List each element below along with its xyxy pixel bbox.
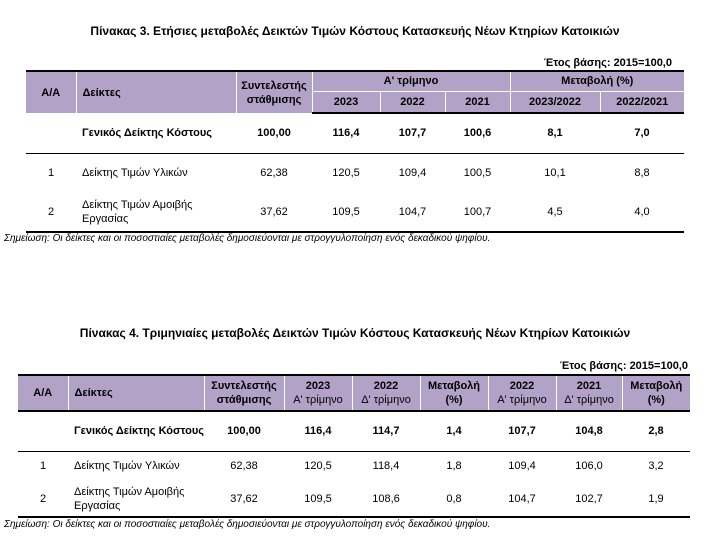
row-value-2022-q1: 109,4	[508, 460, 536, 473]
row-value-2022-q4: 108,6	[352, 481, 420, 517]
table4-header-change-2: Μεταβολή (%)	[622, 375, 690, 411]
table3-header-change-group: Μεταβολή (%)	[510, 71, 684, 91]
row-aa	[18, 411, 68, 451]
row-change-2: 2,8	[622, 411, 690, 451]
table4-header-2023-q1	[284, 375, 352, 411]
table-row	[26, 153, 684, 192]
row-change-2023-2022: 10,1	[544, 166, 566, 179]
table4-title: Πίνακας 4. Τριμηνιαίες μεταβολές Δεικτών Τιμών Κόστους Κατασκευής Νέων Κτηρίων Κατοικιών	[79, 326, 631, 340]
row-value-2023: 116,4	[312, 113, 380, 153]
row-value-2022: 104,7	[380, 192, 445, 232]
table-row	[18, 451, 690, 481]
row-aa: 1	[39, 460, 47, 473]
table4-header-2022-quarter: Δ' τρίμηνο	[361, 394, 411, 406]
row-weight: 37,62	[204, 481, 284, 517]
row-value-2022-q1: 107,7	[488, 411, 556, 451]
row-value-2021: 100,7	[445, 192, 510, 232]
row-change-2023-2022: 8,1	[510, 113, 600, 153]
row-value-2021-q4: 102,7	[556, 481, 622, 517]
row-index-name: Δείκτης Τιμών Αμοιβής Εργασίας	[68, 481, 204, 517]
table4-header-2022-q1	[488, 375, 556, 411]
table4-header-2021-year: 2021	[576, 380, 602, 392]
table3-header-change-2022-2021: 2022/2021	[600, 91, 684, 113]
row-value-2022-q1: 104,7	[488, 481, 556, 517]
row-value-2022-q4: 118,4	[372, 460, 400, 473]
table4-header-2021-q4	[556, 375, 622, 411]
table4-header-change-1: Μεταβολή (%)	[420, 375, 488, 411]
row-value-2023-q1: 109,5	[284, 481, 352, 517]
table-row	[26, 113, 684, 153]
table3-note: Σημείωση: Οι δείκτες και οι ποσοστιαίες μεταβολές δημοσιεύονται με στρογγυλοποίηση ενός δεκαδικού ψηφίου.	[4, 233, 491, 244]
row-weight: 62,38	[260, 166, 288, 179]
table3-title: Πίνακας 3. Ετήσιες μεταβολές Δεικτών Τιμών Κόστους Κατασκευής Νέων Κτηρίων Κατοικιών	[90, 24, 620, 38]
table3-header-2021: 2021	[445, 91, 510, 113]
table4-header-2022b-quarter: Α' τρίμηνο	[497, 394, 547, 406]
table-row	[26, 192, 684, 232]
row-aa: 1	[47, 166, 55, 179]
table3-header-weight: Συντελεστής στάθμισης	[236, 71, 312, 113]
row-value-2022: 109,4	[398, 166, 427, 179]
row-value-2022: 107,7	[380, 113, 445, 153]
row-value-2021-q4: 104,8	[556, 411, 622, 451]
row-aa: 2	[18, 481, 68, 517]
table-row	[18, 411, 690, 451]
row-index-name: Δείκτης Τιμών Υλικών	[82, 166, 188, 179]
table4-base-year: Έτος βάσης: 2015=100,0	[559, 360, 688, 372]
row-value-2023-q1: 116,4	[284, 411, 352, 451]
row-weight: 62,38	[230, 460, 258, 473]
row-value-2023-q1: 120,5	[304, 460, 332, 473]
table3	[26, 70, 684, 233]
table4-note: Σημείωση: Οι δείκτες και οι ποσοστιαίες μεταβολές δημοσιεύονται με στρογγυλοποίηση ενός δεκαδικού ψηφίου.	[4, 519, 491, 530]
row-aa: 2	[26, 192, 76, 232]
table4-header-2023-year: 2023	[305, 380, 331, 392]
row-change-2022-2021: 8,8	[634, 166, 650, 179]
row-index-name: Γενικός Δείκτης Κόστους	[68, 411, 204, 451]
table3-header-2023: 2023	[312, 91, 380, 113]
row-change-2022-2021: 4,0	[600, 192, 684, 232]
table4-header-2023-quarter: Α' τρίμηνο	[293, 394, 343, 406]
table3-header-index: Δείκτες	[76, 71, 236, 113]
table3-header-aa: Α/Α	[26, 71, 76, 113]
table4	[18, 374, 690, 518]
table4-header-weight: Συντελεστής στάθμισης	[204, 375, 284, 411]
row-aa	[26, 113, 76, 153]
row-change-2023-2022: 4,5	[510, 192, 600, 232]
row-value-2022-q4: 114,7	[352, 411, 420, 451]
table4-header-index: Δείκτες	[68, 375, 204, 411]
row-change-1: 1,4	[420, 411, 488, 451]
table3-base-year: Έτος βάσης: 2015=100,0	[543, 57, 672, 69]
row-value-2021-q4: 106,0	[575, 460, 603, 473]
row-change-2: 3,2	[648, 460, 664, 473]
table4-header-2021-quarter: Δ' τρίμηνο	[564, 394, 614, 406]
table4-header-2022-q4	[352, 375, 420, 411]
table4-header-2022-year: 2022	[373, 380, 399, 392]
table4-header-aa: Α/Α	[18, 375, 68, 411]
row-change-1: 0,8	[420, 481, 488, 517]
row-value-2021: 100,5	[463, 166, 492, 179]
row-value-2023: 109,5	[312, 192, 380, 232]
row-change-2022-2021: 7,0	[600, 113, 684, 153]
row-weight: 100,00	[204, 411, 284, 451]
row-weight: 37,62	[236, 192, 312, 232]
row-value-2023: 120,5	[332, 166, 360, 179]
row-value-2021: 100,6	[445, 113, 510, 153]
table-row	[18, 481, 690, 517]
row-change-1: 1,8	[446, 460, 462, 473]
table3-header-change-2023-2022: 2023/2022	[510, 91, 600, 113]
row-change-2: 1,9	[622, 481, 690, 517]
table4-header-2022b-year: 2022	[509, 380, 535, 392]
row-index-name: Γενικός Δείκτης Κόστους	[76, 113, 236, 153]
table3-header-2022: 2022	[380, 91, 445, 113]
row-index-name: Δείκτης Τιμών Υλικών	[74, 460, 180, 473]
table3-header-quarter-group: Α' τρίμηνο	[312, 71, 510, 91]
row-weight: 100,00	[236, 113, 312, 153]
row-index-name: Δείκτης Τιμών Αμοιβής Εργασίας	[76, 192, 236, 232]
